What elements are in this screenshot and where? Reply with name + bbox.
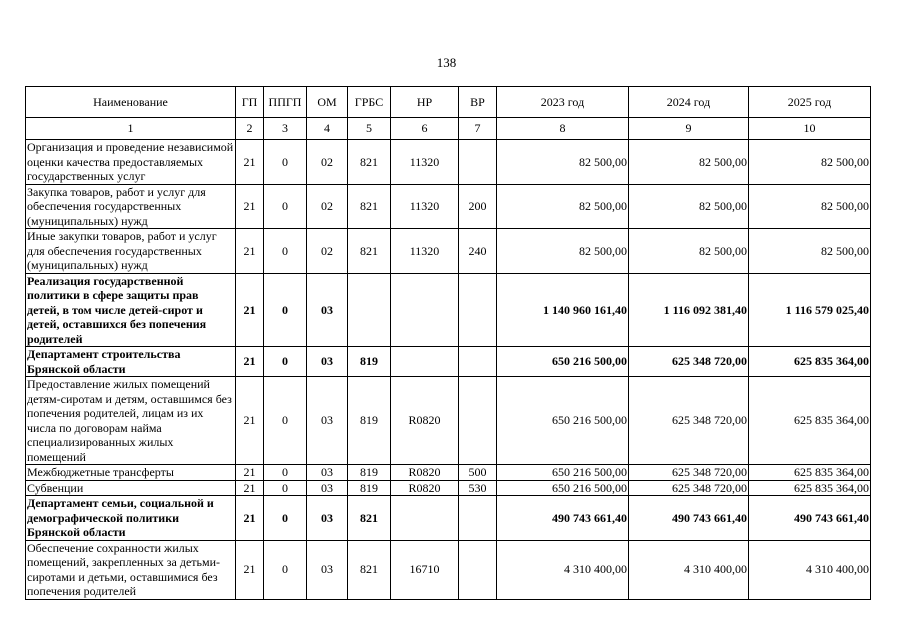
cell-2024: 4 310 400,00 — [629, 540, 749, 599]
table-row — [26, 140, 871, 185]
cell-nr — [391, 273, 459, 347]
cell-vr: 240 — [459, 229, 497, 274]
cell-2023: 650 216 500,00 — [497, 347, 629, 377]
cell-vr — [459, 140, 497, 185]
column-number-row — [26, 118, 871, 140]
cell-gp: 21 — [236, 140, 264, 185]
cell-name: Закупка товаров, работ и услуг для обеспечения государственных (муниципальных) нужд — [26, 184, 236, 229]
table-row — [26, 347, 871, 377]
cell-2025: 82 500,00 — [749, 140, 871, 185]
cell-nr: R0820 — [391, 465, 459, 481]
cell-gp: 21 — [236, 496, 264, 541]
cell-2023: 4 310 400,00 — [497, 540, 629, 599]
table-row — [26, 496, 871, 541]
table-row — [26, 465, 871, 481]
header-om: ОМ — [307, 87, 348, 118]
column-number: 2 — [236, 118, 264, 140]
cell-grbs: 821 — [348, 229, 391, 274]
cell-name: Межбюджетные трансферты — [26, 465, 236, 481]
cell-2025: 82 500,00 — [749, 229, 871, 274]
cell-name: Организация и проведение независимой оценки качества предоставляемых государственных услуг — [26, 140, 236, 185]
header-gp: ГП — [236, 87, 264, 118]
cell-2024: 82 500,00 — [629, 184, 749, 229]
cell-gp: 21 — [236, 347, 264, 377]
cell-2024: 625 348 720,00 — [629, 347, 749, 377]
header-2024: 2024 год — [629, 87, 749, 118]
cell-2023: 650 216 500,00 — [497, 465, 629, 481]
cell-vr: 500 — [459, 465, 497, 481]
cell-om: 02 — [307, 184, 348, 229]
cell-name: Реализация государственной политики в сфере защиты прав детей, в том числе детей-сирот и детей, оставшихся без попечения родителей — [26, 273, 236, 347]
cell-2025: 625 835 364,00 — [749, 347, 871, 377]
cell-vr — [459, 540, 497, 599]
cell-2024: 490 743 661,40 — [629, 496, 749, 541]
cell-ppgp: 0 — [264, 347, 307, 377]
cell-ppgp: 0 — [264, 496, 307, 541]
cell-name: Обеспечение сохранности жилых помещений, закрепленных за детьми-сиротами и детьми, оставшимися без попечения родителей — [26, 540, 236, 599]
cell-ppgp: 0 — [264, 540, 307, 599]
cell-2025: 82 500,00 — [749, 184, 871, 229]
header-ppgp: ППГП — [264, 87, 307, 118]
cell-gp: 21 — [236, 184, 264, 229]
cell-om: 03 — [307, 480, 348, 496]
cell-gp: 21 — [236, 480, 264, 496]
cell-nr: 11320 — [391, 140, 459, 185]
column-number: 5 — [348, 118, 391, 140]
cell-vr — [459, 496, 497, 541]
cell-nr — [391, 347, 459, 377]
cell-grbs: 821 — [348, 540, 391, 599]
cell-2023: 650 216 500,00 — [497, 377, 629, 465]
cell-name: Субвенции — [26, 480, 236, 496]
cell-nr: 11320 — [391, 184, 459, 229]
header-2025: 2025 год — [749, 87, 871, 118]
column-number: 9 — [629, 118, 749, 140]
cell-om: 02 — [307, 140, 348, 185]
column-number: 6 — [391, 118, 459, 140]
cell-gp: 21 — [236, 377, 264, 465]
cell-nr: 11320 — [391, 229, 459, 274]
cell-grbs: 819 — [348, 347, 391, 377]
table-row — [26, 480, 871, 496]
cell-2025: 1 116 579 025,40 — [749, 273, 871, 347]
header-vr: ВР — [459, 87, 497, 118]
column-number: 4 — [307, 118, 348, 140]
cell-gp: 21 — [236, 465, 264, 481]
cell-gp: 21 — [236, 229, 264, 274]
cell-2023: 490 743 661,40 — [497, 496, 629, 541]
cell-ppgp: 0 — [264, 140, 307, 185]
cell-2023: 82 500,00 — [497, 229, 629, 274]
cell-vr — [459, 347, 497, 377]
column-number: 8 — [497, 118, 629, 140]
table-row — [26, 273, 871, 347]
cell-grbs: 821 — [348, 140, 391, 185]
cell-om: 03 — [307, 347, 348, 377]
cell-2024: 625 348 720,00 — [629, 465, 749, 481]
cell-vr — [459, 273, 497, 347]
cell-ppgp: 0 — [264, 273, 307, 347]
header-2023: 2023 год — [497, 87, 629, 118]
cell-name: Департамент строительства Брянской области — [26, 347, 236, 377]
cell-2025: 4 310 400,00 — [749, 540, 871, 599]
cell-nr: R0820 — [391, 480, 459, 496]
header-grbs: ГРБС — [348, 87, 391, 118]
cell-grbs: 819 — [348, 377, 391, 465]
cell-om: 03 — [307, 377, 348, 465]
table-row — [26, 540, 871, 599]
cell-ppgp: 0 — [264, 377, 307, 465]
cell-om: 03 — [307, 496, 348, 541]
table-row — [26, 229, 871, 274]
cell-vr — [459, 377, 497, 465]
cell-2025: 625 835 364,00 — [749, 480, 871, 496]
cell-2025: 490 743 661,40 — [749, 496, 871, 541]
cell-2024: 82 500,00 — [629, 229, 749, 274]
cell-om: 02 — [307, 229, 348, 274]
cell-2025: 625 835 364,00 — [749, 465, 871, 481]
cell-vr: 530 — [459, 480, 497, 496]
column-number: 3 — [264, 118, 307, 140]
cell-name: Предоставление жилых помещений детям-сиротам и детям, оставшимся без попечения родителей, лицам из их числа по договорам найма специализированных жилых помещений — [26, 377, 236, 465]
cell-name: Департамент семьи, социальной и демографической политики Брянской области — [26, 496, 236, 541]
cell-ppgp: 0 — [264, 184, 307, 229]
cell-gp: 21 — [236, 273, 264, 347]
cell-grbs: 819 — [348, 465, 391, 481]
cell-om: 03 — [307, 540, 348, 599]
cell-nr: R0820 — [391, 377, 459, 465]
cell-grbs: 821 — [348, 184, 391, 229]
cell-2025: 625 835 364,00 — [749, 377, 871, 465]
cell-ppgp: 0 — [264, 465, 307, 481]
page-number: 138 — [436, 55, 457, 70]
cell-2024: 1 116 092 381,40 — [629, 273, 749, 347]
cell-vr: 200 — [459, 184, 497, 229]
cell-om: 03 — [307, 273, 348, 347]
column-number: 7 — [459, 118, 497, 140]
table-row — [26, 184, 871, 229]
cell-2023: 82 500,00 — [497, 184, 629, 229]
header-nr: НР — [391, 87, 459, 118]
cell-grbs: 821 — [348, 496, 391, 541]
cell-nr — [391, 496, 459, 541]
column-number: 10 — [749, 118, 871, 140]
cell-om: 03 — [307, 465, 348, 481]
column-number: 1 — [26, 118, 236, 140]
cell-2024: 625 348 720,00 — [629, 480, 749, 496]
cell-2024: 625 348 720,00 — [629, 377, 749, 465]
table-row — [26, 377, 871, 465]
cell-gp: 21 — [236, 540, 264, 599]
cell-2023: 82 500,00 — [497, 140, 629, 185]
cell-ppgp: 0 — [264, 229, 307, 274]
cell-2023: 650 216 500,00 — [497, 480, 629, 496]
cell-grbs — [348, 273, 391, 347]
cell-name: Иные закупки товаров, работ и услуг для обеспечения государственных (муниципальных) нужд — [26, 229, 236, 274]
header-name: Наименование — [26, 87, 236, 118]
header-row — [26, 87, 871, 118]
budget-table — [25, 86, 871, 600]
cell-2023: 1 140 960 161,40 — [497, 273, 629, 347]
cell-grbs: 819 — [348, 480, 391, 496]
cell-2024: 82 500,00 — [629, 140, 749, 185]
cell-nr: 16710 — [391, 540, 459, 599]
cell-ppgp: 0 — [264, 480, 307, 496]
